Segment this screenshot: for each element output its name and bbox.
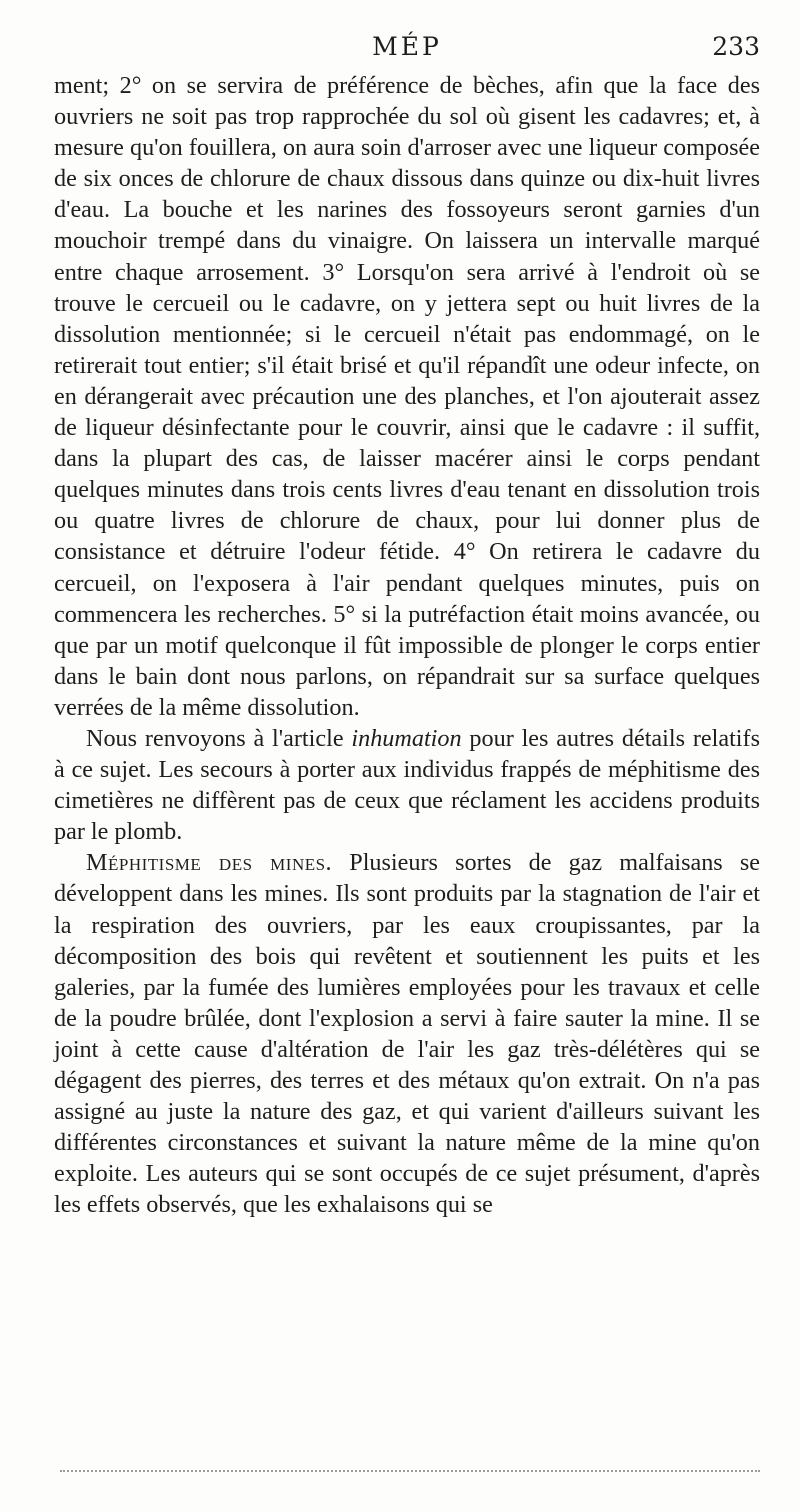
- paragraph-inhumation-reference: [54, 723, 760, 847]
- running-head: [54, 32, 760, 66]
- bottom-bleed-line: [60, 1470, 760, 1474]
- paragraph-text-before: Nous renvoyons à l'article: [86, 724, 352, 752]
- entry-heading: Méphitisme des mines.: [86, 849, 333, 877]
- paragraph-text-after: pour les autres détails relatifs à ce sujet. Les secours à porter aux individus frappés de méphitisme des cimetières ne diffèrent pas de ceux que réclament les accidens produits par le plomb.: [54, 724, 760, 846]
- paragraph-continuation: [54, 70, 760, 723]
- paragraph-mephitisme-des-mines: [54, 847, 760, 1220]
- paragraph-text: ment; 2° on se servira de préférence de bèches, afin que la face des ouvriers ne soit pas trop rapprochée du sol où gisent les cadavres; et, à mesure qu'on fouillera, on aura soin d'arroser avec une liqueur composée de six onces de chlorure de chaux dissous dans quinze ou dix-huit livres d'eau. La bouche et les narines des fossoyeurs seront garnies d'un mouchoir trempé dans du vinaigre. On laissera un intervalle marqué entre chaque arrosement. 3° Lorsqu'on sera arrivé à l'endroit où se trouve le cercueil ou le cadavre, on y jettera sept ou huit livres de la dissolution mentionnée; si le cercueil n'était pas endommagé, on le retirerait tout entier; s'il était brisé et qu'il répandît une odeur infecte, on en dérangerait avec précaution une des planches, et l'on ajouterait assez de liqueur désinfectante pour le couvrir, ainsi que le cadavre : il suffit, dans la plupart des cas, de laisser macérer ainsi le corps pendant quelques minutes dans trois cents livres d'eau tenant en dissolution trois ou quatre livres de chlorure de chaux, pour lui donner plus de consistance et détruire l'odeur fétide. 4° On retirera le cadavre du cercueil, on l'exposera à l'air pendant quelques minutes, puis on commencera les recherches. 5° si la putréfaction était moins avancée, ou que par un motif quelconque il fût impossible de plonger le corps entier dans le bain dont nous parlons, on répandrait sur sa surface quelques verrées de la même dissolution.: [54, 72, 760, 721]
- body-text: [54, 70, 760, 1220]
- paragraph-text: Plusieurs sortes de gaz malfaisans se développent dans les mines. Ils sont produits par la stagnation de l'air et la respiration des ouvriers, par les eaux croupissantes, par la décomposition des bois qui revêtent et soutiennent les puits et les galeries, par la fumée des lumières employées pour les travaux et celle de la poudre brûlée, dont l'explosion a servi à faire sauter la mine. Il se joint à cette cause d'altération de l'air les gaz très-délétères qui se dégagent des pierres, des terres et des métaux qu'on extrait. On n'a pas assigné au juste la nature des gaz, et qui varient d'ailleurs suivant les différentes circonstances et suivant la nature même de la mine qu'on exploite. Les auteurs qui se sont occupés de ce sujet présument, d'après les effets observés, que les exhalaisons qui se: [54, 849, 760, 1219]
- running-head-title: MÉP: [372, 32, 442, 61]
- page-number: 233: [712, 32, 760, 61]
- italic-term: inhumation: [351, 724, 462, 752]
